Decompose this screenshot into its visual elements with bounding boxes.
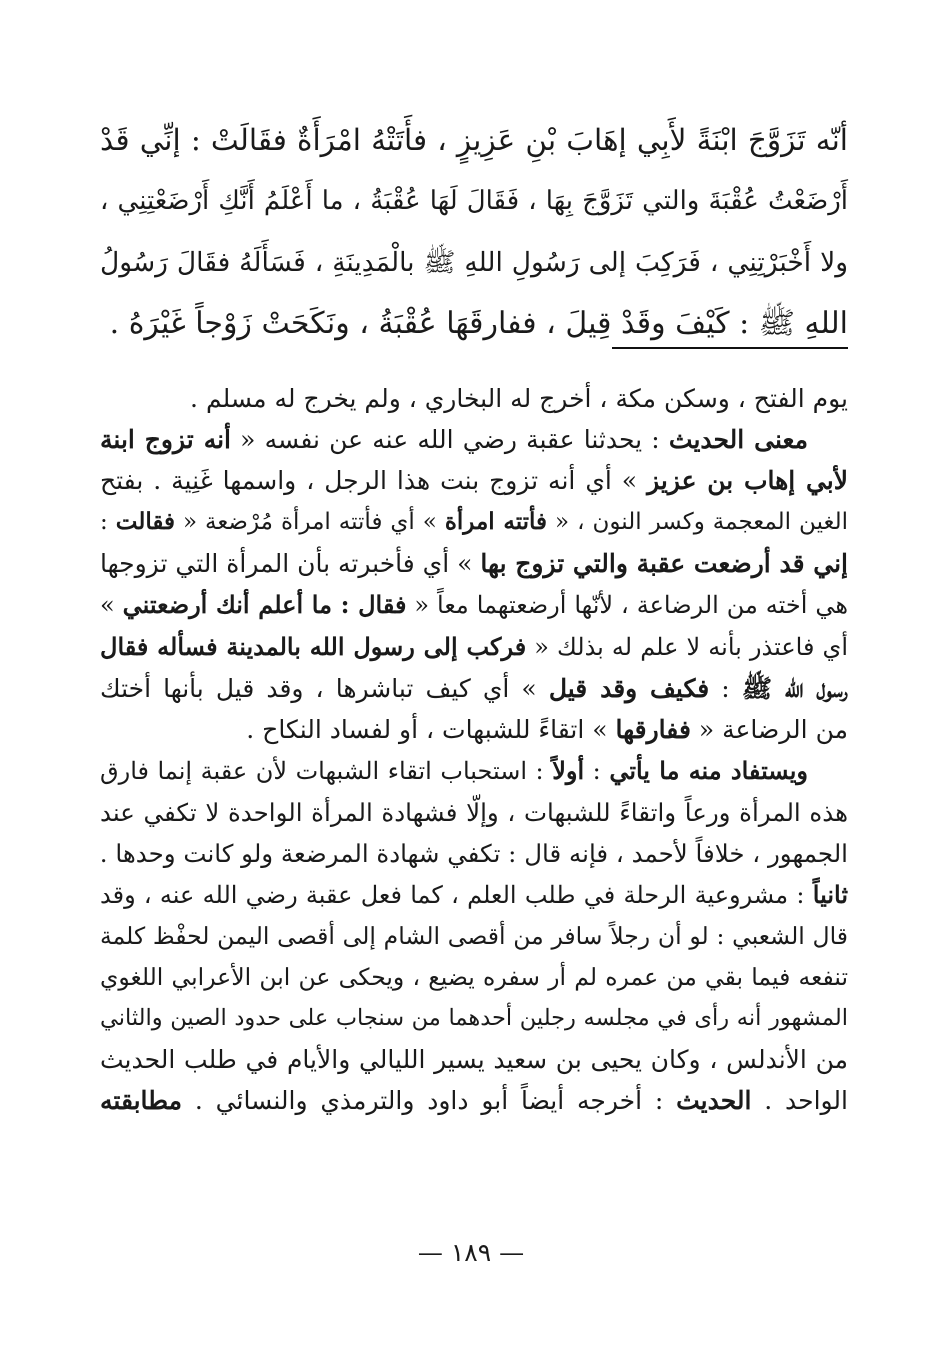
heading-benefits: ويستفاد منه ما يأتي	[609, 756, 808, 785]
commentary-line: رسول الله ﷺ : فكيف وقد قيل » أي كيف تباشرها ، وقد قيل بأنها أختك	[100, 674, 848, 703]
commentary-text	[100, 378, 848, 1121]
commentary-line: من الرضاعة « ففارقها » اتقاءً للشبهات ، أو لفساد النكاح .	[246, 715, 848, 744]
commentary-line: إني قد أرضعت عقبة والتي تزوج بها » أي فأخبرته بأن المرأة التي تزوجها	[100, 549, 848, 578]
commentary-line: معنى الحديث : يحدثنا عقبة رضي الله عنه عن نفسه « أنه تزوج ابنة	[100, 425, 808, 454]
hadith-line: ولا أَخْبَرْتِنِي ، فَرَكِبَ إلى رَسُولِ اللهِ ﷺ بالْمَدِينَةِ ، فَسَأَلَهُ فقَالَ رَسُولُ	[100, 247, 848, 278]
hadith-text	[100, 110, 848, 354]
commentary-line: الواحد . الحديث : أخرجه أيضاً أبو داود والترمذي والنسائي . مطابقته	[100, 1086, 848, 1115]
hadith-line: أَرْضَعْتُ عُقْبَةَ والتي تَزَوَّجَ بِهَا ، فَقَالَ لَهَا عُقْبَةُ ، ما أَعْلَمُ أَنَّكِ أَرْضَعْتِنِي ،	[100, 186, 848, 216]
commentary-line: أي فاعتذر بأنه لا علم له بذلك « فركب إلى رسول الله بالمدينة فسأله فقال	[100, 632, 848, 661]
commentary-line: الغين المعجمة وكسر النون ، « فأتته امرأة » أي فأتته امرأة مُرْضعة « فقالت :	[100, 508, 848, 535]
hadith-line: أنّه تَزَوَّجَ ابْنَةً لأَبِي إهَابَ بْنِ عَزِيزٍ ، فأَتَتْهُ امْرَأَةٌ فقَالَتْ : إنِّي قَدْ	[100, 123, 848, 157]
commentary-line: لأبي إهاب بن عزيز » أي أنه تزوج بنت هذا الرجل ، واسمها غَنِية . بفتح	[100, 466, 848, 495]
commentary-line: يوم الفتح ، وسكن مكة ، أخرج له البخاري ، ولم يخرج له مسلم .	[190, 384, 848, 413]
commentary-line: هي أخته من الرضاعة ، لأنّها أرضعتهما معاً « فقال : ما أعلم أنك أرضعتني »	[100, 590, 849, 619]
commentary-line: المشهور أنه رأى في مجلسه رجلين أحدهما من سنجاب على حدود الصين والثاني	[100, 1005, 848, 1031]
separator-rule	[612, 347, 848, 349]
commentary-line: من الأندلس ، وكان يحيى بن سعيد يسير الليالي والأيام في طلب الحديث	[100, 1045, 848, 1074]
page-number: — ١٨٩ —	[417, 1238, 525, 1267]
commentary-line: ثانياً : مشروعية الرحلة في طلب العلم ، كما فعل عقبة رضي الله عنه ، وقد	[100, 880, 848, 909]
commentary-line: هذه المرأة ورعاً واتقاءً للشبهات ، وإلّا فشهادة المرأة الواحدة لا تكفي عند	[100, 798, 848, 827]
commentary-line: تنفعه فيما بقي من عمره لم أر سفره يضيع ، ويحكى عن ابن الأعرابي اللغوي	[100, 963, 848, 991]
commentary-line: قال الشعبي : لو أن رجلاً سافر من أقصى الشام إلى أقصى اليمن لحفْظ كلمة	[100, 922, 848, 950]
commentary-line: ويستفاد منه ما يأتي : أولاً : استحباب اتقاء الشبهات لأن عقبة إنما فارق	[100, 756, 808, 785]
commentary-line: الجمهور ، خلافاً لأحمد ، فإنه قال : تكفي شهادة المرضعة ولو كانت وحدها .	[99, 839, 848, 868]
hadith-line: اللهِ ﷺ : كَيْفَ وقَدْ قِيلَ ، ففارقَهَا عُقْبَةُ ، ونَكَحَتْ زَوْجاً غَيْرَهُ .	[109, 306, 848, 341]
heading-meaning: معنى الحديث	[668, 425, 808, 454]
